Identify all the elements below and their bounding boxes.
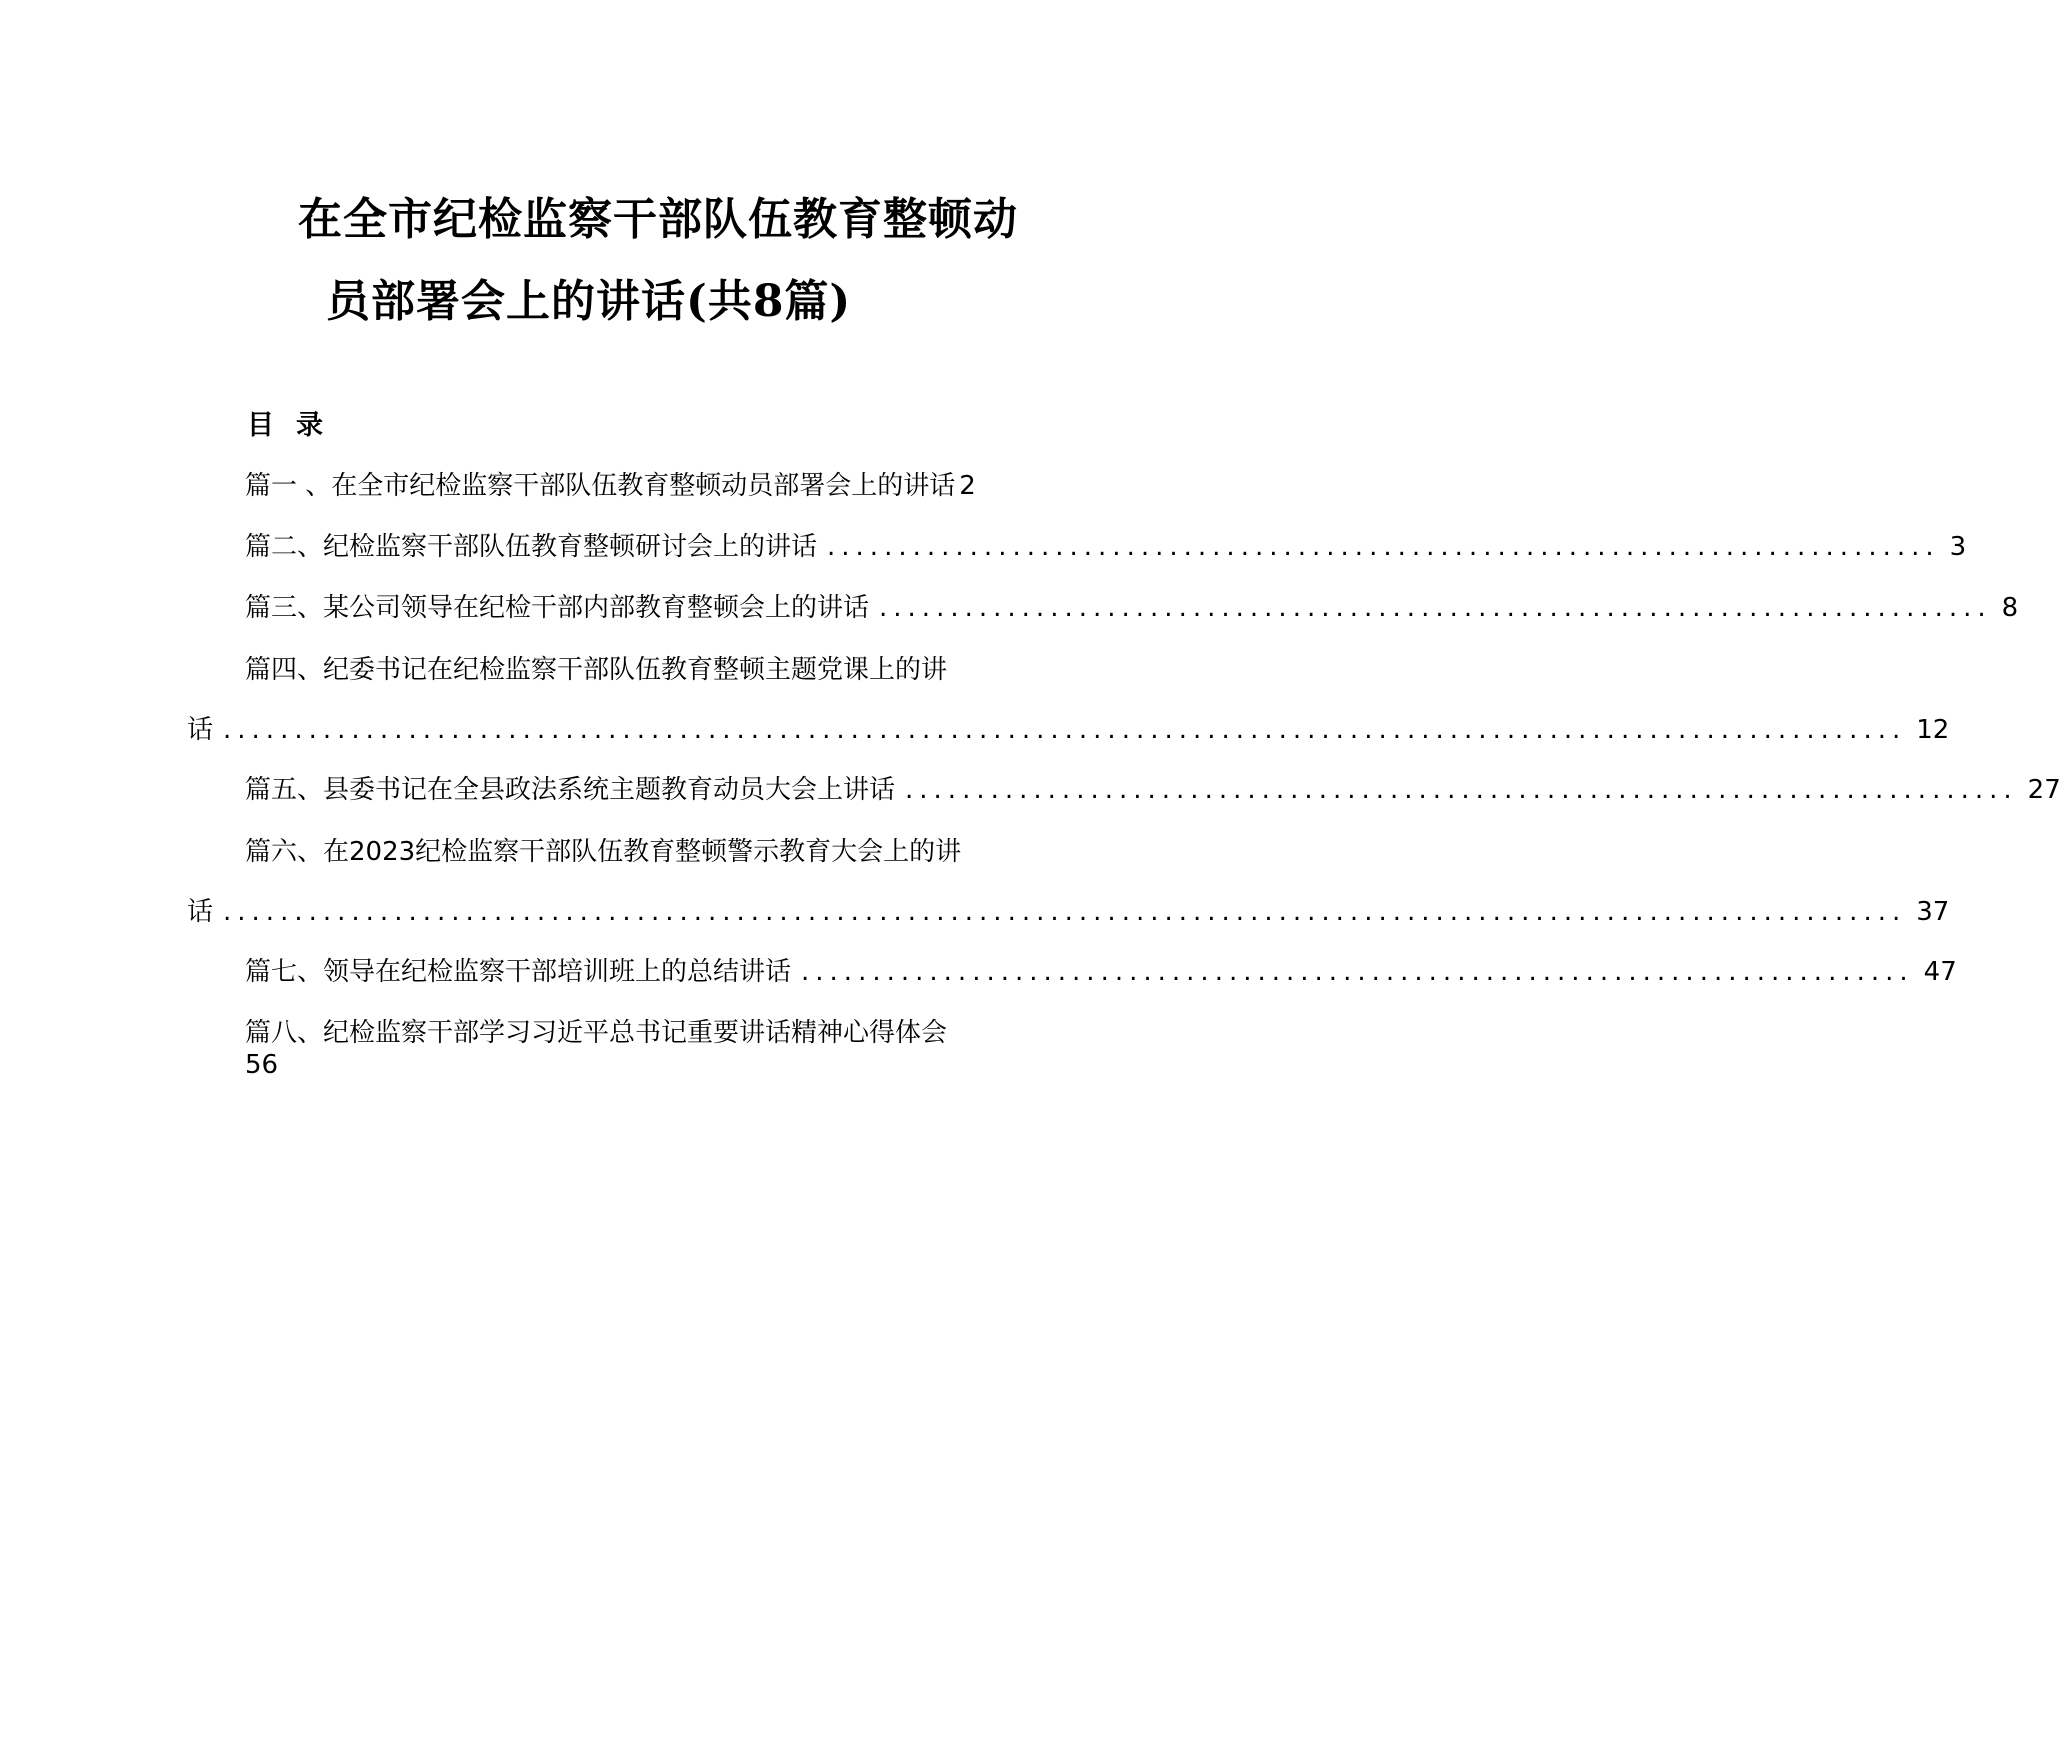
- toc-leader-dots: ..............................................................................: [801, 957, 1914, 987]
- toc-entry-8-text[interactable]: 篇八、纪检监察干部学习习近平总书记重要讲话精神心得体会: [245, 1018, 948, 1048]
- toc-entry-3-page: 8: [2001, 593, 2019, 623]
- toc-entry-7-text: 篇七、领导在纪检监察干部培训班上的总结讲话: [245, 957, 792, 987]
- toc-entry-3[interactable]: [245, 590, 2019, 626]
- toc-entry-8-page: 56: [245, 1050, 279, 1080]
- toc-entry-4-page: 12: [1916, 715, 1950, 745]
- toc-entry-6-page: 37: [1916, 897, 1950, 927]
- toc-entry-5[interactable]: [245, 772, 2061, 808]
- document-title-line-1: 在全市纪检监察干部队伍教育整顿动: [298, 194, 1018, 245]
- toc-entry-5-page: 27: [2027, 775, 2061, 805]
- toc-entry-4-continuation[interactable]: [187, 712, 1950, 748]
- toc-entry-1[interactable]: [245, 468, 976, 504]
- toc-entry-7-page: 47: [1923, 957, 1957, 987]
- toc-leader-dots: ......................................................................................................................: [223, 715, 1907, 745]
- toc-entry-5-text: 篇五、县委书记在全县政法系统主题教育动员大会上讲话: [245, 775, 896, 805]
- toc-leader-dots: ..............................................................................: [879, 593, 1992, 623]
- toc-leader-dots: ..............................................................................: [905, 775, 2018, 805]
- toc-entry-4-text[interactable]: 篇四、纪委书记在纪检监察干部队伍教育整顿主题党课上的讲: [245, 655, 948, 685]
- toc-leader-dots: ..............................................................................: [827, 532, 1940, 562]
- toc-entry-6-text[interactable]: 篇六、在2023纪检监察干部队伍教育整顿警示教育大会上的讲: [245, 837, 962, 867]
- toc-entry-2[interactable]: [245, 529, 1967, 565]
- toc-entry-4-continuation-text: 话: [187, 715, 214, 745]
- toc-entry-1-page: 2: [959, 471, 976, 501]
- toc-leader-dots: ......................................................................................................................: [223, 897, 1907, 927]
- toc-entry-6-continuation[interactable]: [187, 894, 1950, 930]
- toc-entry-2-text: 篇二、纪检监察干部队伍教育整顿研讨会上的讲话: [245, 532, 818, 562]
- toc-entry-3-text: 篇三、某公司领导在纪检干部内部教育整顿会上的讲话: [245, 593, 870, 623]
- toc-entry-1-text: 篇一 、在全市纪检监察干部队伍教育整顿动员部署会上的讲话: [245, 471, 956, 501]
- document-title-line-2: 员部署会上的讲话(共8篇): [326, 276, 852, 327]
- toc-entry-6-continuation-text: 话: [187, 897, 214, 927]
- toc-entry-7[interactable]: [245, 954, 1957, 990]
- toc-heading: 目录: [247, 410, 345, 441]
- toc-entry-2-page: 3: [1949, 532, 1967, 562]
